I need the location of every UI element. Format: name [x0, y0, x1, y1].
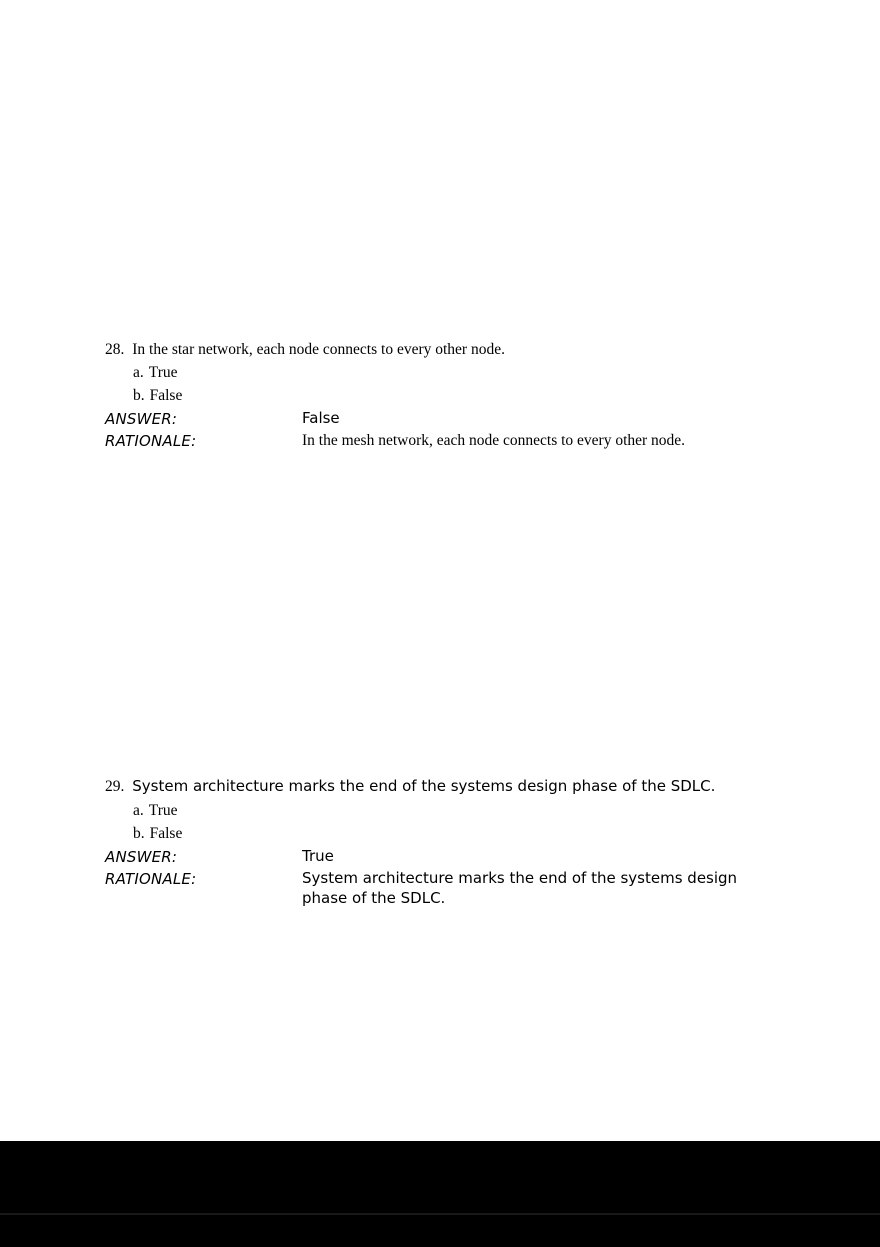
question-text: In the star network, each node connects to every other node. [132, 341, 505, 358]
answer-value: False [302, 409, 340, 427]
question-number: 28. [105, 341, 125, 358]
question-block-29 [105, 774, 820, 908]
question-line [105, 338, 820, 361]
option-a [105, 799, 820, 822]
answer-row [105, 408, 820, 430]
option-label: b. [133, 825, 145, 842]
answer-label: ANSWER: [105, 848, 178, 866]
option-b [105, 384, 820, 407]
option-label: a. [133, 364, 144, 381]
question-line [105, 774, 820, 799]
option-text: True [148, 364, 178, 381]
question-block-28 [105, 338, 820, 452]
option-text: True [148, 802, 178, 819]
rationale-label: RATIONALE: [105, 432, 197, 450]
rationale-row [105, 430, 820, 452]
option-text: False [149, 387, 183, 404]
answer-label: ANSWER: [105, 410, 178, 428]
option-label: a. [133, 802, 144, 819]
question-number: 29. [105, 778, 125, 795]
answer-row [105, 846, 820, 868]
option-text: False [149, 825, 183, 842]
band-divider-line [0, 1213, 880, 1215]
option-b [105, 822, 820, 845]
bottom-black-band [0, 1141, 880, 1247]
option-label: b. [133, 387, 145, 404]
question-text: System architecture marks the end of the systems design phase of the SDLC. [132, 777, 716, 795]
rationale-row [105, 868, 820, 908]
rationale-label: RATIONALE: [105, 870, 197, 888]
option-a [105, 361, 820, 384]
answer-value: True [302, 847, 334, 865]
rationale-value: In the mesh network, each node connects to every other node. [302, 432, 686, 449]
rationale-value: System architecture marks the end of the systems design phase of the SDLC. [302, 869, 738, 907]
